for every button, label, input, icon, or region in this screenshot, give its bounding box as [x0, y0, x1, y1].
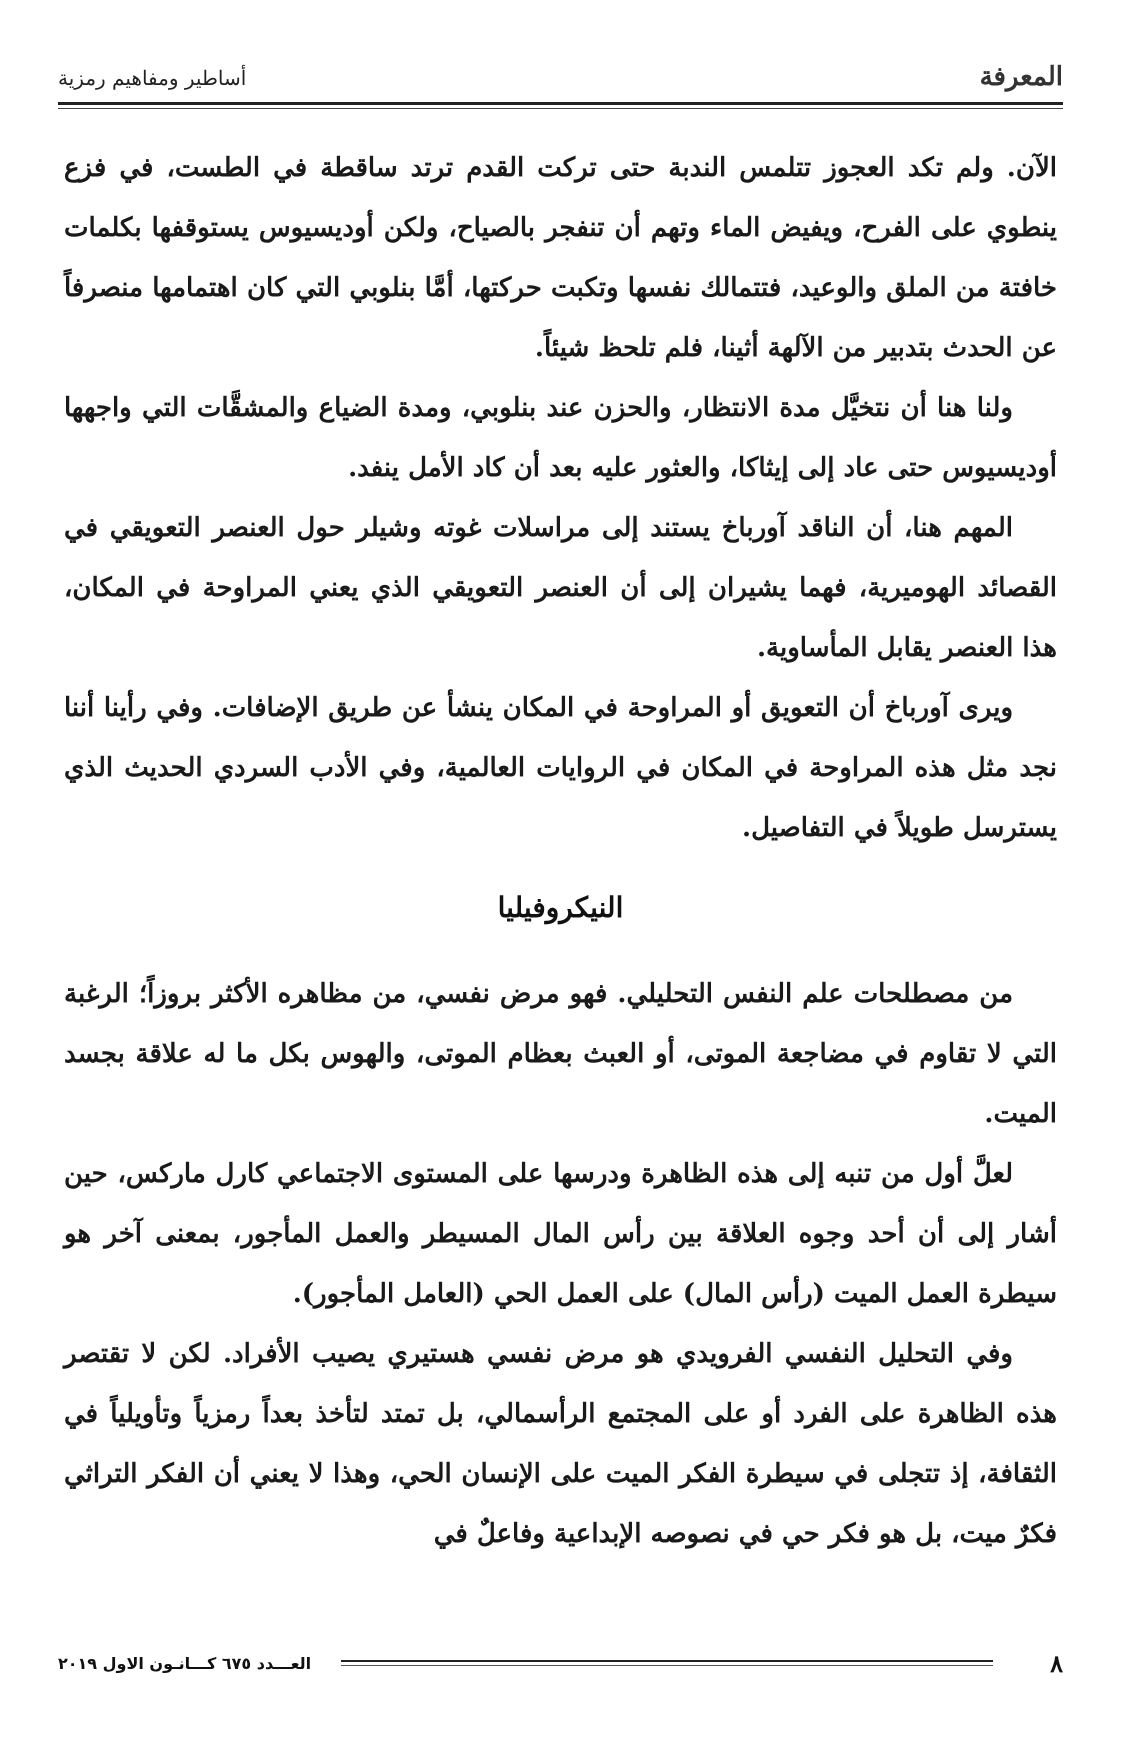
issue-info: العـــدد ٦٧٥ كـــانـون الاول ٢٠١٩: [58, 1653, 312, 1673]
body-paragraph: ويرى آورباخ أن التعويق أو المراوحة في المكان ينشأ عن طريق الإضافات. وفي رأينا أننا نجد مثل هذه المراوحة في المكان في الروايات العالمية، وفي الأدب السردي الحديث الذي يسترسل طويلاً في التفاصيل.: [64, 693, 1057, 843]
body-paragraph: وفي التحليل النفسي الفرويدي هو مرض نفسي هستيري يصيب الأفراد. لكن لا تقتصر هذه الظاهرة على الفرد أو على المجتمع الرأسمالي، بل تمتد لتأخذ بعداً رمزياً وتأويلياً في الثقافة، إذ تتجلى في سيطرة الفكر الميت على الإنسان الحي، وهذا لا يعني أن الفكر التراثي فكرٌ ميت، بل هو فكر حي في نصوصه الإبداعية وفاعلٌ في: [64, 1339, 1057, 1549]
running-header: [58, 58, 1063, 98]
footer-rule: [341, 1660, 993, 1666]
body-paragraph: الآن. ولم تكد العجوز تتلمس الندبة حتى تركت القدم ترتد ساقطة في الطست، في فزع ينطوي على الفرح، ويفيض الماء وتهم أن تنفجر بالصياح، ولكن أوديسيوس يستوقفها بكلمات خافتة من الملق والوعيد، فتتمالك نفسها وتكبت حركتها، أمَّا بنلوبي التي كان اهتمامها منصرفاً عن الحدث بتدبير من الآلهة أثينا، فلم تلحظ شيئاً.: [64, 153, 1057, 363]
page-footer: [58, 1648, 1063, 1678]
page-number: ٨: [1050, 1648, 1063, 1678]
header-rule: [58, 102, 1063, 105]
section-heading: النيكروفيليا: [497, 891, 624, 924]
article-body: [64, 138, 1057, 1564]
journal-logo: المعرفة: [979, 62, 1063, 92]
running-title: أساطير ومفاهيم رمزية: [58, 66, 247, 90]
body-paragraph: من مصطلحات علم النفس التحليلي. فهو مرض نفسي، من مظاهره الأكثر بروزاً؛ الرغبة التي لا تقاوم في مضاجعة الموتى، أو العبث بعظام الموتى، والهوس بكل ما له علاقة بجسد الميت.: [64, 979, 1057, 1129]
body-paragraph: لعلَّ أول من تنبه إلى هذه الظاهرة ودرسها على المستوى الاجتماعي كارل ماركس، حين أشار إلى أن أحد وجوه العلاقة بين رأس المال المسيطر والعمل المأجور، بمعنى آخر هو سيطرة العمل الميت (رأس المال) على العمل الحي (العامل المأجور).: [64, 1159, 1057, 1309]
body-paragraph: ولنا هنا أن نتخيَّل مدة الانتظار، والحزن عند بنلوبي، ومدة الضياع والمشقَّات التي واجهها أوديسيوس حتى عاد إلى إيثاكا، والعثور عليه بعد أن كاد الأمل ينفد.: [64, 393, 1057, 483]
body-paragraph: المهم هنا، أن الناقد آورباخ يستند إلى مراسلات غوته وشيلر حول العنصر التعويقي في القصائد الهوميرية، فهما يشيران إلى أن العنصر التعويقي الذي يعني المراوحة في المكان، هذا العنصر يقابل المأساوية.: [64, 513, 1057, 663]
header-rule-thin: [58, 108, 1063, 109]
